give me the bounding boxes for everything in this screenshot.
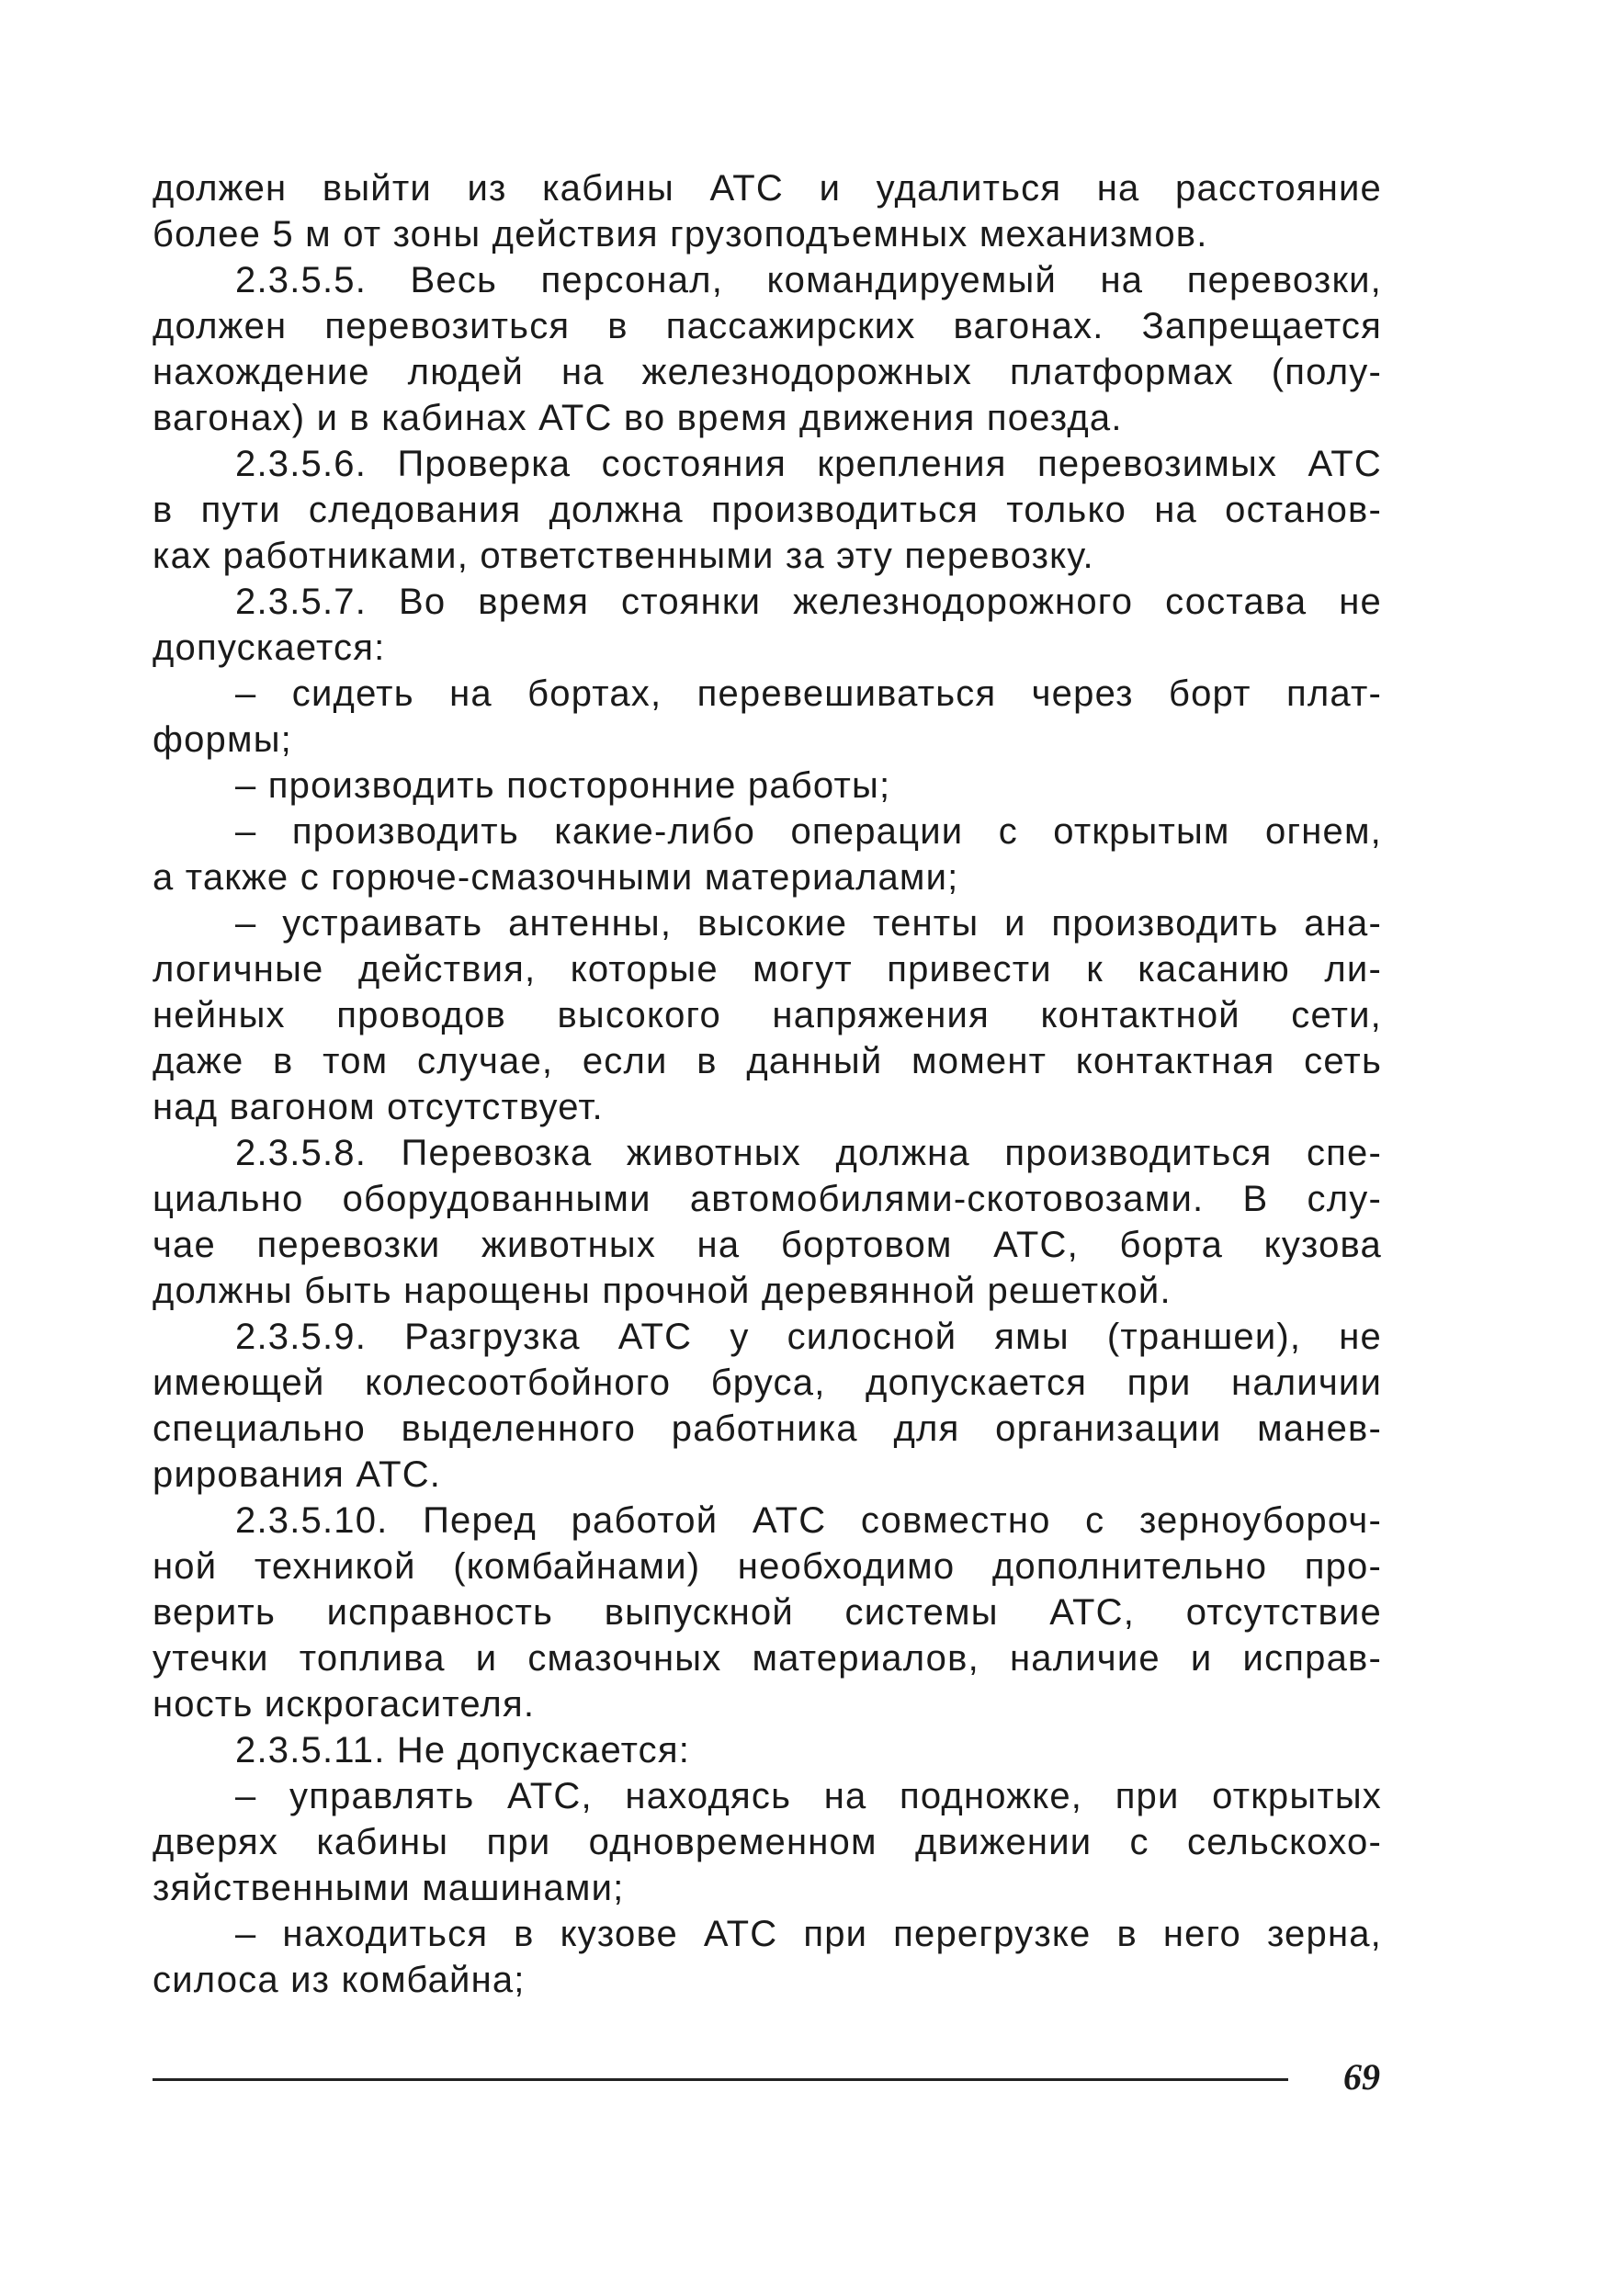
text-line: ках работниками, ответственными за эту перевозку. (153, 536, 1094, 576)
text-line: 2.3.5.11. Не допускается: (235, 1730, 691, 1770)
text-line: – производить посторонние работы; (235, 765, 891, 806)
text-line: над вагоном отсутствует. (153, 1087, 604, 1127)
text-line: – устраивать антенны, высокие тенты и производить ана- (235, 903, 1382, 944)
text-line: специально выделенного работника для организации манев- (153, 1408, 1382, 1449)
text-line: ной техникой (комбайнами) необходимо дополнительно про- (153, 1546, 1382, 1587)
text-line: имеющей колесоотбойного бруса, допускается при наличии (153, 1363, 1382, 1403)
text-line: дверях кабины при одновременном движении с сельскохо- (153, 1822, 1382, 1862)
text-line: должны быть нарощены прочной деревянной решеткой. (153, 1271, 1172, 1311)
text-line: допускается: (153, 628, 386, 668)
text-line: чае перевозки животных на бортовом АТС, борта кузова (153, 1225, 1382, 1265)
text-line: – находиться в кузове АТС при перегрузке в него зерна, (235, 1914, 1382, 1954)
text-line: нахождение людей на железнодорожных платформах (полу- (153, 352, 1382, 392)
text-line: ность искрогасителя. (153, 1684, 536, 1725)
text-line: – сидеть на бортах, перевешиваться через борт плат- (235, 673, 1382, 714)
text-line: нейных проводов высокого напряжения контактной сети, (153, 995, 1382, 1035)
text-line: – управлять АТС, находясь на подножке, при открытых (235, 1776, 1382, 1816)
text-line: а также с горюче-смазочными материалами; (153, 857, 959, 898)
text-line: формы; (153, 719, 292, 760)
text-line: зяйственными машинами; (153, 1868, 625, 1908)
text-line: вагонах) и в кабинах АТС во время движения поезда. (153, 398, 1123, 438)
text-line: – производить какие-либо операции с открытым огнем, (235, 811, 1382, 852)
page-number: 69 (1343, 2056, 1380, 2098)
text-line: 2.3.5.9. Разгрузка АТС у силосной ямы (траншеи), не (235, 1317, 1382, 1357)
text-line: более 5 м от зоны действия грузоподъемных механизмов. (153, 214, 1208, 254)
text-line: даже в том случае, если в данный момент контактная сеть (153, 1041, 1382, 1081)
footer-rule (153, 2078, 1288, 2081)
text-line: утечки топлива и смазочных материалов, наличие и исправ- (153, 1638, 1382, 1679)
text-line: в пути следования должна производиться только на останов- (153, 490, 1382, 530)
text-line: рирования АТС. (153, 1454, 442, 1495)
text-line: циально оборудованными автомобилями-скотовозами. В слу- (153, 1179, 1382, 1219)
text-line: 2.3.5.6. Проверка состояния крепления перевозимых АТС (235, 444, 1382, 484)
text-line: верить исправность выпускной системы АТС, отсутствие (153, 1592, 1382, 1633)
page-body-text (153, 165, 1382, 2003)
text-line: 2.3.5.7. Во время стоянки железнодорожного состава не (235, 582, 1382, 622)
text-line: 2.3.5.8. Перевозка животных должна производиться спе- (235, 1133, 1382, 1173)
text-line: должен выйти из кабины АТС и удалиться на расстояние (153, 168, 1382, 209)
text-line: логичные действия, которые могут привести к касанию ли- (153, 949, 1382, 990)
text-line: должен перевозиться в пассажирских вагонах. Запрещается (153, 306, 1382, 346)
text-line: силоса из комбайна; (153, 1960, 526, 2000)
text-line: 2.3.5.10. Перед работой АТС совместно с зерноубороч- (235, 1500, 1382, 1541)
text-line: 2.3.5.5. Весь персонал, командируемый на перевозки, (235, 260, 1382, 300)
